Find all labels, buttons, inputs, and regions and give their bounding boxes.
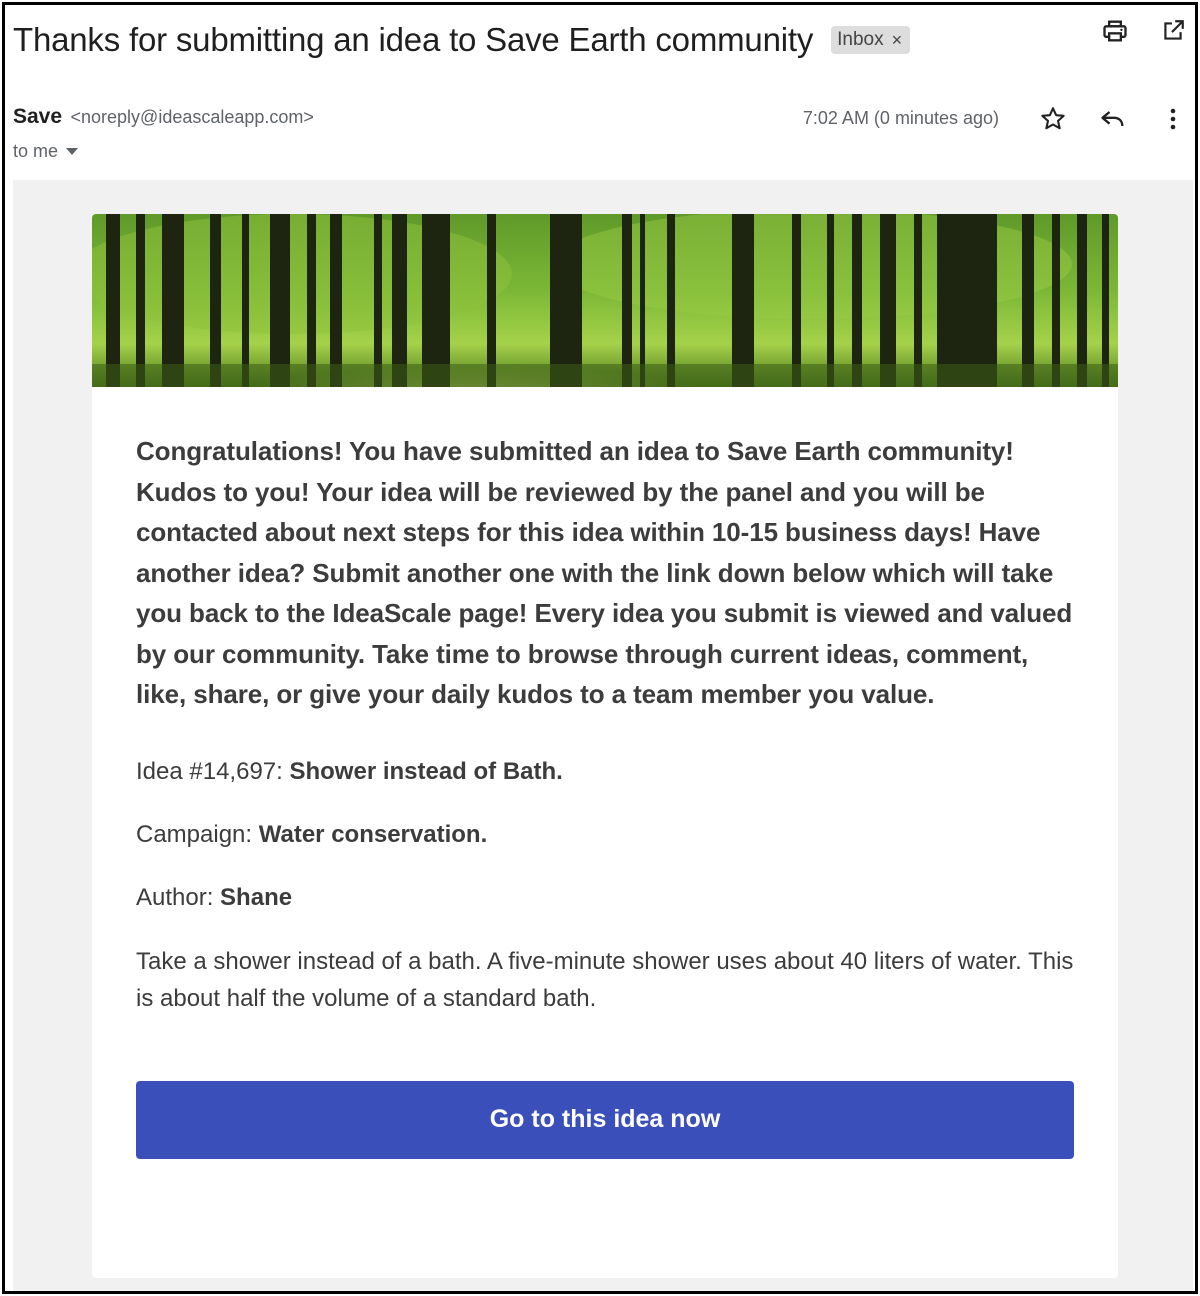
open-in-new-window-button[interactable] <box>1155 13 1191 49</box>
reply-icon <box>1099 105 1127 133</box>
email-card <box>92 214 1118 1278</box>
email-body-background <box>13 180 1193 1294</box>
top-toolbar <box>1097 13 1191 49</box>
message-timestamp: 7:02 AM (0 minutes ago) <box>802 108 999 128</box>
author-label: Author: <box>136 883 221 911</box>
sender-row <box>13 105 1187 135</box>
more-options-button[interactable] <box>1155 101 1191 137</box>
remove-label-button[interactable]: × <box>891 30 903 50</box>
subject-row <box>13 15 1187 65</box>
go-to-idea-button[interactable]: Go to this idea now <box>136 1081 1074 1159</box>
caret-down-icon <box>66 148 78 156</box>
more-vertical-icon <box>1169 107 1177 131</box>
idea-line <box>136 757 1074 787</box>
sender-name[interactable]: Save <box>13 105 63 128</box>
author-line <box>136 883 1074 913</box>
message-actions <box>1035 101 1191 137</box>
sender-email: <noreply@ideascaleapp.com> <box>70 107 314 127</box>
print-button[interactable] <box>1097 13 1133 49</box>
email-content <box>92 387 1118 1159</box>
congratulations-message: Congratulations! You have submitted an idea to Save Earth community! Kudos to you! Your idea will be reviewed by the panel and you will be contacted about next steps for this idea within 10-15 business days! Have another idea? Submit another one with the link down below which will take you back to the IdeaScale page! Every idea you submit is viewed and valued by our community. Take time to browse through current ideas, comment, like, share, or give your daily kudos to a team member you value. <box>136 436 1073 709</box>
printer-icon <box>1101 17 1129 45</box>
external-link-icon <box>1160 18 1186 44</box>
inbox-label-chip[interactable] <box>831 26 910 54</box>
email-subject: Thanks for submitting an idea to Save Earth community <box>13 21 814 58</box>
campaign-name: Water conservation. <box>258 820 488 848</box>
inbox-label-text: Inbox <box>837 29 884 50</box>
recipient-text: to me <box>13 141 59 161</box>
recipient-details-toggle[interactable] <box>13 141 78 162</box>
campaign-line <box>136 820 1074 850</box>
idea-label: Idea #14,697: <box>136 757 290 785</box>
reply-button[interactable] <box>1095 101 1131 137</box>
star-button[interactable] <box>1035 101 1071 137</box>
star-icon <box>1039 105 1067 133</box>
idea-title: Shower instead of Bath. <box>289 757 563 785</box>
idea-description: Take a shower instead of a bath. A five-minute shower uses about 40 liters of water. This is about half the volume of a standard bath. <box>136 947 1074 1012</box>
forest-banner-image <box>92 214 1118 387</box>
email-window <box>2 2 1198 1294</box>
campaign-label: Campaign: <box>136 820 259 848</box>
author-name: Shane <box>220 883 293 911</box>
